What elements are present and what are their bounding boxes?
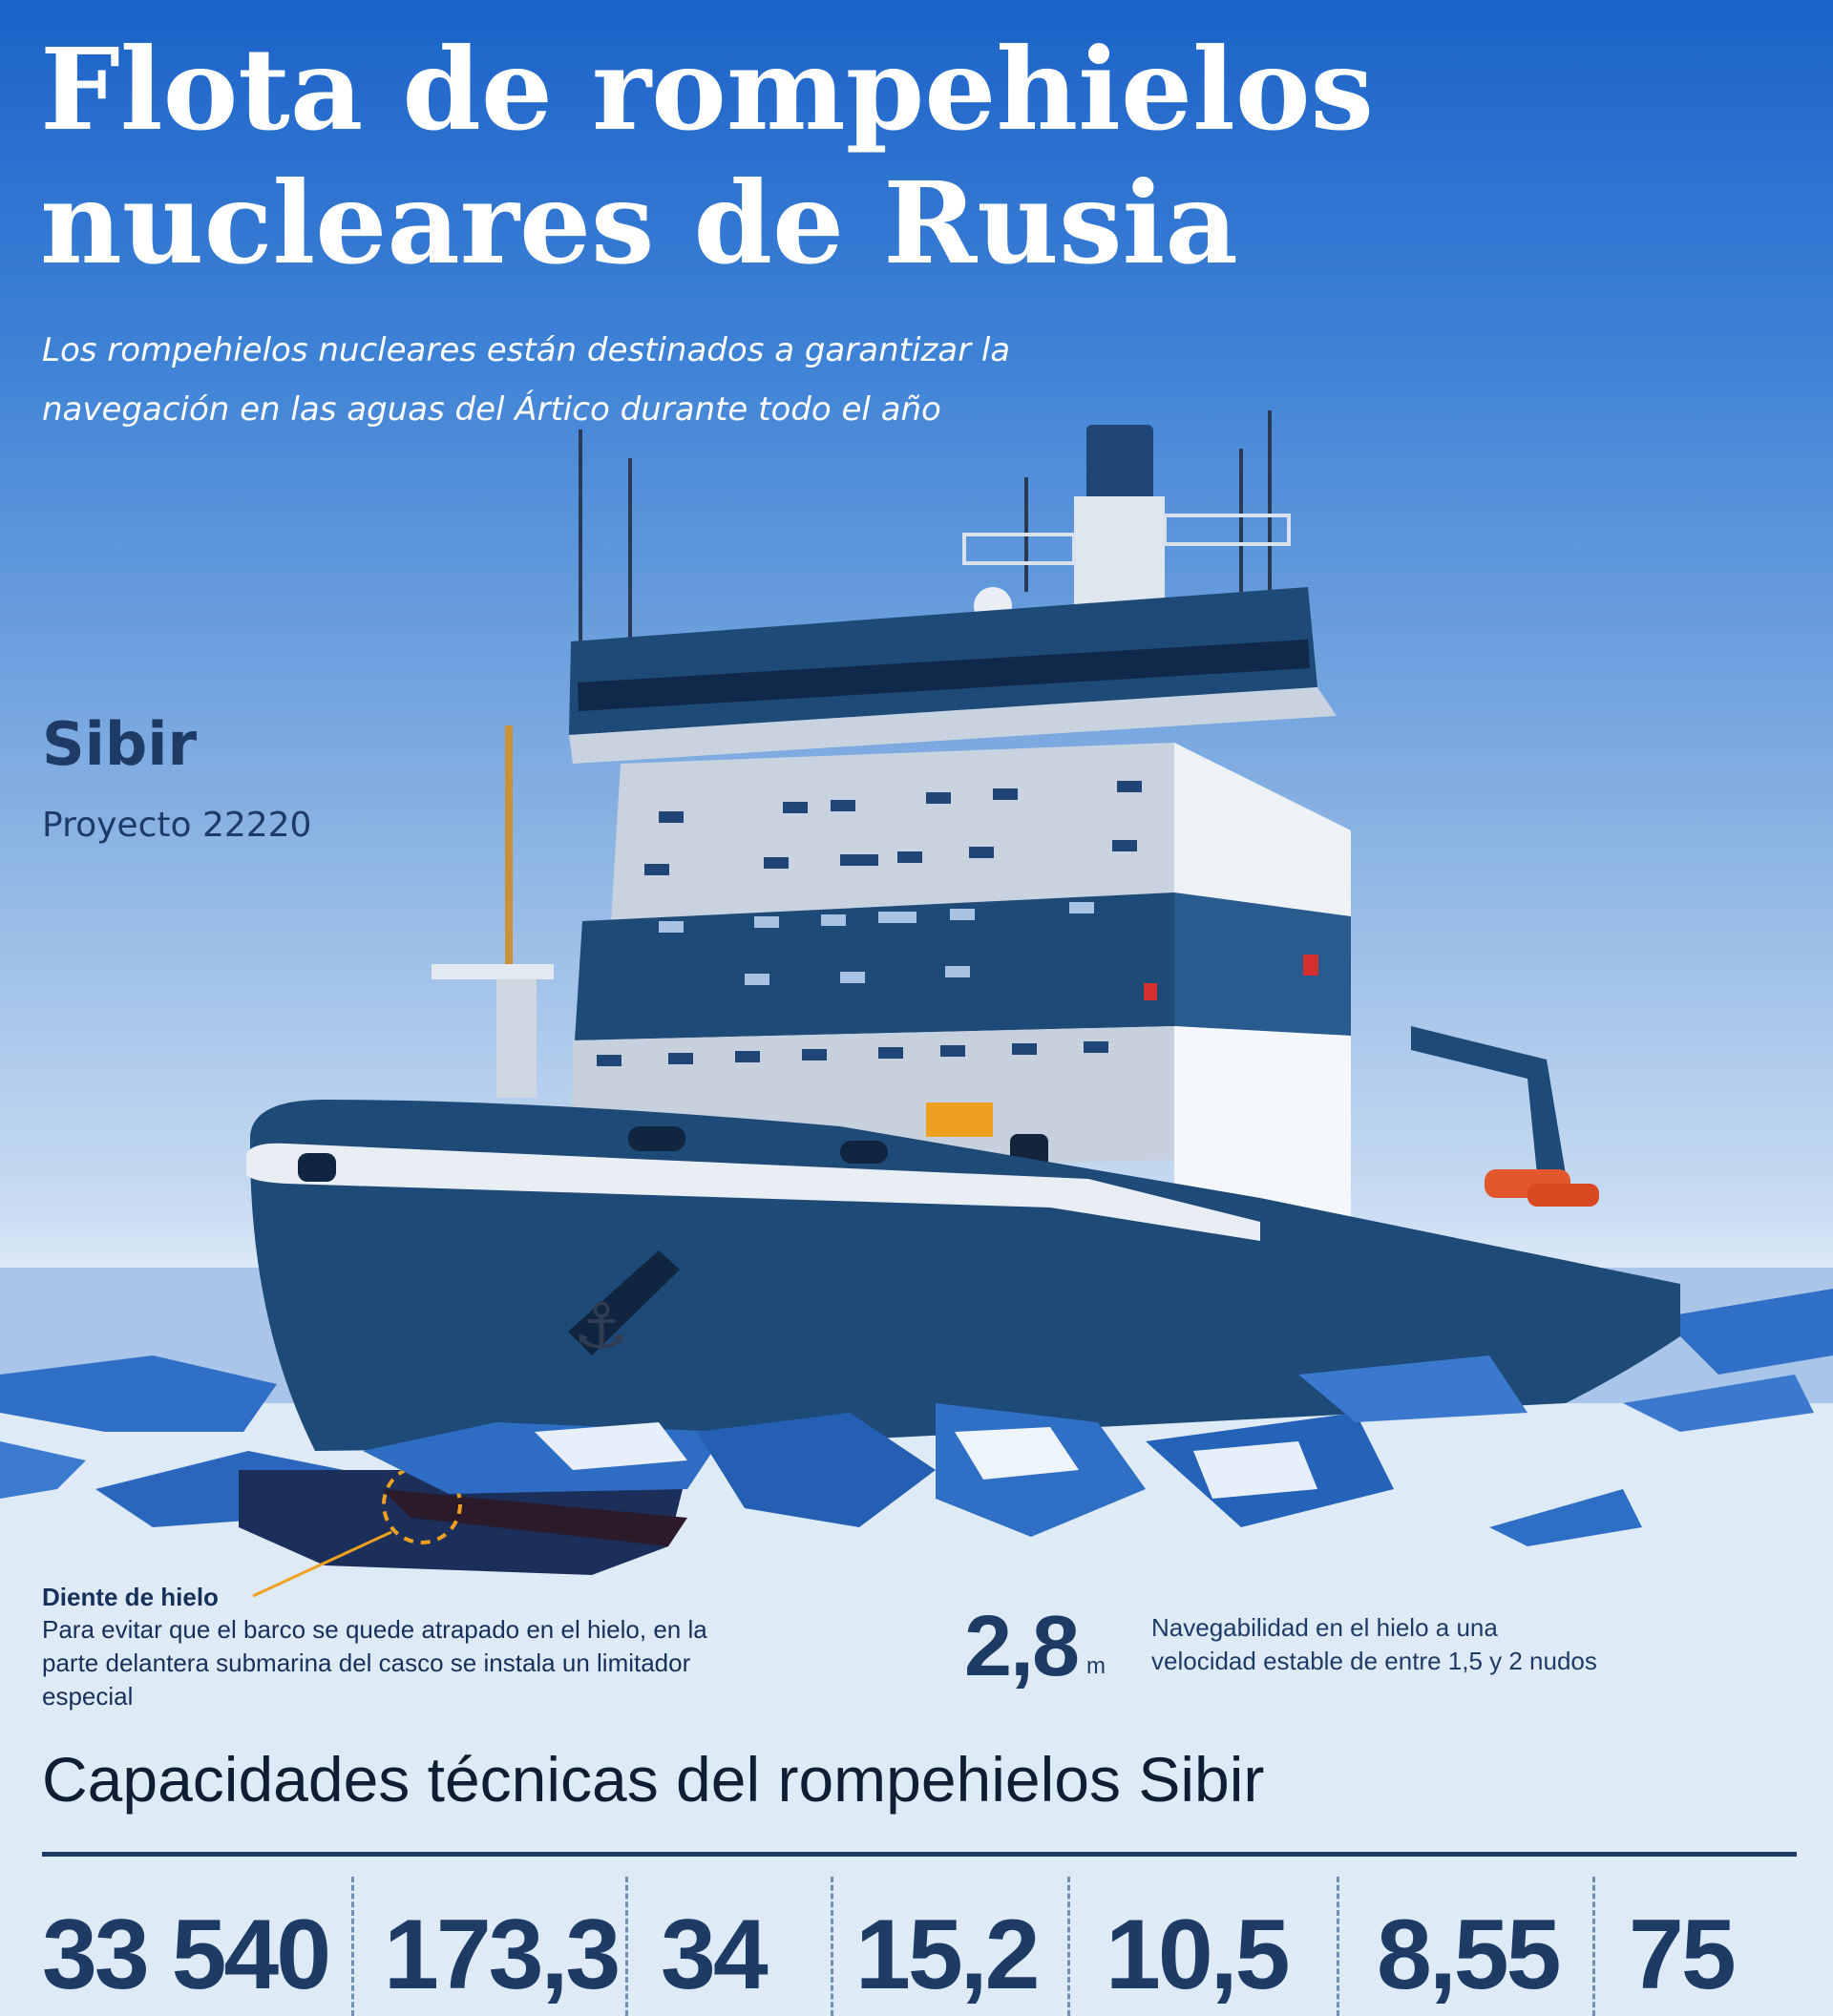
- subtitle-line: navegación en las aguas del Ártico durante todo el año: [42, 390, 941, 429]
- page-subtitle: [42, 321, 1140, 439]
- emblem: [1303, 955, 1318, 976]
- red-hatch: [1144, 983, 1157, 1000]
- callout-body-line: Para evitar que el barco se quede atrapado en el hielo, en la: [42, 1615, 707, 1644]
- title-line: Flota de rompehielos: [40, 23, 1374, 156]
- capability-divider: [1592, 1877, 1595, 2016]
- capability-divider: [1337, 1877, 1339, 2016]
- description-line: Navegabilidad en el hielo a una: [1151, 1613, 1498, 1642]
- capability-value: 34: [661, 1900, 766, 2010]
- callout-body-line: especial: [42, 1682, 134, 1711]
- capability-value: 75: [1629, 1900, 1734, 2010]
- subtitle-line: Los rompehielos nucleares están destinados a garantizar la: [42, 331, 1011, 369]
- ship-name: Sibir: [42, 709, 198, 779]
- ice-tooth-callout: [42, 1581, 768, 1713]
- ice-thickness-description: [1151, 1611, 1686, 1678]
- superstructure-upper-side: [1174, 743, 1351, 916]
- ice-shard-light: [1193, 1441, 1317, 1499]
- ice-thickness-unit: m: [1086, 1653, 1106, 1679]
- capability-value: 15,2: [855, 1900, 1038, 2010]
- callout-body-line: parte delantera submarina del casco se instala un limitador: [42, 1648, 691, 1677]
- ship-project: Proyecto 22220: [42, 806, 312, 845]
- ice-thickness-stat: [964, 1594, 1804, 1709]
- porthole-hull: [628, 1126, 685, 1151]
- radar-platform-left: [964, 535, 1074, 563]
- capability-value: 173,3: [384, 1900, 619, 2010]
- superstructure-band-side: [1174, 892, 1351, 1036]
- capability-divider: [351, 1877, 354, 2016]
- porthole-hull: [840, 1141, 888, 1164]
- lifeboat: [1528, 1184, 1599, 1207]
- capability-divider: [625, 1877, 628, 2016]
- capability-value: 8,55: [1377, 1900, 1559, 2010]
- page-title: [40, 23, 1472, 290]
- ice-thickness-value: 2,8: [964, 1599, 1079, 1694]
- fore-mast-base: [496, 964, 537, 1098]
- capabilities-title: Capacidades técnicas del rompehielos Sibir: [42, 1744, 1265, 1815]
- title-line: nucleares de Rusia: [40, 157, 1238, 289]
- anchor-icon: ⚓: [573, 1290, 630, 1363]
- fore-mast-platform: [432, 964, 554, 979]
- description-line: velocidad estable de entre 1,5 y 2 nudos: [1151, 1647, 1597, 1675]
- superstructure-upper: [611, 743, 1174, 921]
- callout-title: Diente de hielo: [42, 1583, 219, 1611]
- capability-divider: [831, 1877, 833, 2016]
- capabilities-rule: [42, 1852, 1797, 1857]
- deck-equipment: [926, 1102, 993, 1137]
- radar-tower: [1074, 496, 1165, 616]
- hawse-pipe: [298, 1153, 336, 1182]
- capability-value: 33 540: [42, 1900, 329, 2010]
- capability-value: 10,5: [1106, 1900, 1288, 2010]
- stern-crane: [1411, 1026, 1566, 1174]
- capability-divider: [1067, 1877, 1070, 2016]
